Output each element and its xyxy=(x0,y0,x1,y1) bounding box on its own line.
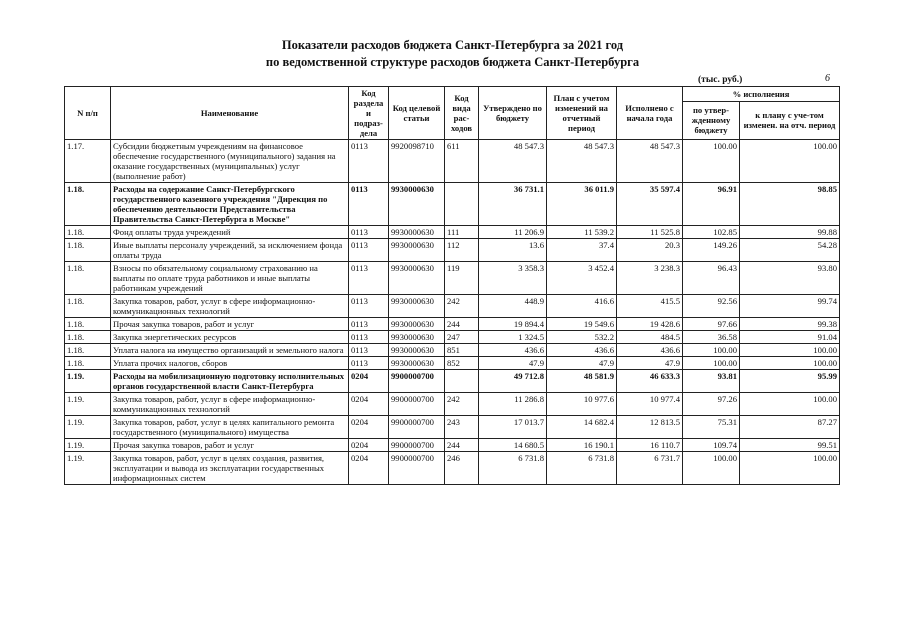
row-razdel: 0113 xyxy=(349,344,389,357)
row-pct-approved: 97.66 xyxy=(683,318,740,331)
row-razdel: 0113 xyxy=(349,140,389,183)
row-razdel: 0113 xyxy=(349,226,389,239)
row-pct-approved: 96.43 xyxy=(683,262,740,295)
table-row xyxy=(65,318,840,331)
row-done: 19 428.6 xyxy=(617,318,683,331)
row-done: 20.3 xyxy=(617,239,683,262)
row-done: 415.5 xyxy=(617,295,683,318)
row-number: 1.19. xyxy=(65,370,111,393)
row-done: 16 110.7 xyxy=(617,439,683,452)
row-vid: 851 xyxy=(445,344,479,357)
row-plan: 11 539.2 xyxy=(547,226,617,239)
header-razdel: Код раздела и подраз-дела xyxy=(349,87,389,140)
row-approved: 19 894.4 xyxy=(479,318,547,331)
row-approved: 436.6 xyxy=(479,344,547,357)
row-pct-plan: 99.38 xyxy=(740,318,840,331)
row-razdel: 0204 xyxy=(349,416,389,439)
row-done: 12 813.5 xyxy=(617,416,683,439)
row-pct-approved: 96.91 xyxy=(683,183,740,226)
table-body xyxy=(65,140,840,485)
table-row xyxy=(65,370,840,393)
row-pct-plan: 100.00 xyxy=(740,357,840,370)
row-number: 1.18. xyxy=(65,262,111,295)
row-razdel: 0204 xyxy=(349,452,389,485)
row-stat: 9920098710 xyxy=(389,140,445,183)
row-approved: 3 358.3 xyxy=(479,262,547,295)
row-name: Расходы на содержание Санкт-Петербургского государственного казенного учреждения "Дирекция по обеспечению деятельности Представительства Правительства Санкт-Петербурга в Москве" xyxy=(111,183,349,226)
row-number: 1.18. xyxy=(65,331,111,344)
row-pct-approved: 100.00 xyxy=(683,452,740,485)
header-vid: Код вида рас-ходов xyxy=(445,87,479,140)
header-approved: Утверждено по бюджету xyxy=(479,87,547,140)
row-pct-plan: 100.00 xyxy=(740,452,840,485)
row-done: 436.6 xyxy=(617,344,683,357)
row-razdel: 0113 xyxy=(349,262,389,295)
row-vid: 246 xyxy=(445,452,479,485)
row-vid xyxy=(445,370,479,393)
row-name: Субсидии бюджетным учреждениям на финансовое обеспечение государственного (муниципального) задания на оказание государственных (муниципальных) услуг (выполнение работ) xyxy=(111,140,349,183)
row-stat: 9900000700 xyxy=(389,439,445,452)
row-pct-plan: 95.99 xyxy=(740,370,840,393)
header-pct-plan: к плану с уче-том изменен. на отч. период xyxy=(740,101,840,139)
row-approved: 6 731.8 xyxy=(479,452,547,485)
row-stat: 9930000630 xyxy=(389,357,445,370)
row-approved: 17 013.7 xyxy=(479,416,547,439)
row-approved: 11 206.9 xyxy=(479,226,547,239)
table-row xyxy=(65,262,840,295)
row-name: Прочая закупка товаров, работ и услуг xyxy=(111,318,349,331)
row-vid: 611 xyxy=(445,140,479,183)
row-plan: 3 452.4 xyxy=(547,262,617,295)
row-pct-plan: 99.51 xyxy=(740,439,840,452)
row-stat: 9930000630 xyxy=(389,295,445,318)
units-label: (тыс. руб.) xyxy=(698,75,743,85)
table-row xyxy=(65,393,840,416)
table-row xyxy=(65,140,840,183)
row-number: 1.18. xyxy=(65,295,111,318)
row-plan: 16 190.1 xyxy=(547,439,617,452)
row-stat: 9900000700 xyxy=(389,416,445,439)
header-num: N п/п xyxy=(65,87,111,140)
header-done: Исполнено с начала года xyxy=(617,87,683,140)
row-razdel: 0113 xyxy=(349,357,389,370)
row-number: 1.18. xyxy=(65,183,111,226)
row-approved: 14 680.5 xyxy=(479,439,547,452)
row-pct-approved: 97.26 xyxy=(683,393,740,416)
row-pct-approved: 100.00 xyxy=(683,357,740,370)
row-pct-plan: 100.00 xyxy=(740,140,840,183)
header-name: Наименование xyxy=(111,87,349,140)
table-row xyxy=(65,183,840,226)
row-pct-plan: 100.00 xyxy=(740,344,840,357)
table-row xyxy=(65,439,840,452)
row-number: 1.18. xyxy=(65,357,111,370)
row-number: 1.19. xyxy=(65,416,111,439)
row-vid: 244 xyxy=(445,318,479,331)
row-number: 1.19. xyxy=(65,452,111,485)
table-row xyxy=(65,295,840,318)
row-stat: 9930000630 xyxy=(389,344,445,357)
row-approved: 48 547.3 xyxy=(479,140,547,183)
row-pct-approved: 109.74 xyxy=(683,439,740,452)
row-name: Расходы на мобилизационную подготовку исполнительных органов государственной власти Санкт-Петербурга xyxy=(111,370,349,393)
table-row xyxy=(65,331,840,344)
page-number: 6 xyxy=(825,73,830,84)
row-pct-approved: 93.81 xyxy=(683,370,740,393)
row-vid: 119 xyxy=(445,262,479,295)
row-stat: 9930000630 xyxy=(389,262,445,295)
row-name: Закупка товаров, работ, услуг в целях капитального ремонта государственного (муниципального) имущества xyxy=(111,416,349,439)
row-plan: 37.4 xyxy=(547,239,617,262)
row-pct-plan: 99.74 xyxy=(740,295,840,318)
row-vid: 243 xyxy=(445,416,479,439)
header-stat: Код целевой статьи xyxy=(389,87,445,140)
row-pct-approved: 102.85 xyxy=(683,226,740,239)
row-plan: 48 581.9 xyxy=(547,370,617,393)
row-name: Закупка товаров, работ, услуг в целях создания, развития, эксплуатации и вывода из эксплуатации государственных информационных систем xyxy=(111,452,349,485)
row-pct-approved: 100.00 xyxy=(683,344,740,357)
row-number: 1.18. xyxy=(65,226,111,239)
row-stat: 9930000630 xyxy=(389,239,445,262)
row-plan: 436.6 xyxy=(547,344,617,357)
row-vid: 242 xyxy=(445,393,479,416)
report-subtitle: по ведомственной структуре расходов бюджета Санкт-Петербурга xyxy=(265,55,640,69)
row-plan: 47.9 xyxy=(547,357,617,370)
table-row xyxy=(65,239,840,262)
row-pct-approved: 75.31 xyxy=(683,416,740,439)
row-vid: 247 xyxy=(445,331,479,344)
row-vid: 112 xyxy=(445,239,479,262)
row-razdel: 0113 xyxy=(349,331,389,344)
row-approved: 49 712.8 xyxy=(479,370,547,393)
row-pct-plan: 91.04 xyxy=(740,331,840,344)
row-stat: 9930000630 xyxy=(389,331,445,344)
row-done: 46 633.3 xyxy=(617,370,683,393)
row-pct-plan: 87.27 xyxy=(740,416,840,439)
row-razdel: 0113 xyxy=(349,318,389,331)
row-number: 1.18. xyxy=(65,239,111,262)
report-title: Показатели расходов бюджета Санкт-Петербурга за 2021 год xyxy=(281,38,624,52)
row-name: Иные выплаты персоналу учреждений, за исключением фонда оплаты труда xyxy=(111,239,349,262)
row-razdel: 0204 xyxy=(349,393,389,416)
row-plan: 19 549.6 xyxy=(547,318,617,331)
header-pct-approved: по утвер-жденному бюджету xyxy=(683,101,740,139)
row-pct-approved: 149.26 xyxy=(683,239,740,262)
row-done: 6 731.7 xyxy=(617,452,683,485)
row-pct-approved: 92.56 xyxy=(683,295,740,318)
row-number: 1.17. xyxy=(65,140,111,183)
row-name: Фонд оплаты труда учреждений xyxy=(111,226,349,239)
row-plan: 48 547.3 xyxy=(547,140,617,183)
row-stat: 9930000630 xyxy=(389,318,445,331)
row-razdel: 0113 xyxy=(349,239,389,262)
row-plan: 14 682.4 xyxy=(547,416,617,439)
row-name: Уплата налога на имущество организаций и земельного налога xyxy=(111,344,349,357)
table-row xyxy=(65,416,840,439)
row-plan: 36 011.9 xyxy=(547,183,617,226)
row-name: Взносы по обязательному социальному страхованию на выплаты по оплате труда работников и иные выплаты работникам учреждений xyxy=(111,262,349,295)
row-pct-plan: 99.88 xyxy=(740,226,840,239)
row-done: 484.5 xyxy=(617,331,683,344)
row-plan: 532.2 xyxy=(547,331,617,344)
table-row xyxy=(65,452,840,485)
row-number: 1.18. xyxy=(65,344,111,357)
table-row xyxy=(65,226,840,239)
row-vid: 244 xyxy=(445,439,479,452)
row-done: 3 238.3 xyxy=(617,262,683,295)
header-plan: План с учетом изменений на отчетный период xyxy=(547,87,617,140)
row-plan: 416.6 xyxy=(547,295,617,318)
row-stat: 9930000630 xyxy=(389,183,445,226)
row-vid: 852 xyxy=(445,357,479,370)
row-number: 1.18. xyxy=(65,318,111,331)
row-done: 47.9 xyxy=(617,357,683,370)
row-approved: 36 731.1 xyxy=(479,183,547,226)
row-name: Закупка товаров, работ, услуг в сфере информационно-коммуникационных технологий xyxy=(111,295,349,318)
row-name: Закупка энергетических ресурсов xyxy=(111,331,349,344)
row-vid: 111 xyxy=(445,226,479,239)
row-razdel: 0204 xyxy=(349,370,389,393)
table-row xyxy=(65,344,840,357)
row-done: 48 547.3 xyxy=(617,140,683,183)
row-stat: 9900000700 xyxy=(389,370,445,393)
row-pct-approved: 100.00 xyxy=(683,140,740,183)
header-pct-group: % исполнения xyxy=(683,87,840,102)
row-vid: 242 xyxy=(445,295,479,318)
row-plan: 6 731.8 xyxy=(547,452,617,485)
table-row xyxy=(65,357,840,370)
row-approved: 47.9 xyxy=(479,357,547,370)
row-stat: 9900000700 xyxy=(389,393,445,416)
row-pct-approved: 36.58 xyxy=(683,331,740,344)
row-stat: 9930000630 xyxy=(389,226,445,239)
row-done: 35 597.4 xyxy=(617,183,683,226)
row-name: Уплата прочих налогов, сборов xyxy=(111,357,349,370)
row-approved: 448.9 xyxy=(479,295,547,318)
row-pct-plan: 93.80 xyxy=(740,262,840,295)
row-done: 10 977.4 xyxy=(617,393,683,416)
row-pct-plan: 98.85 xyxy=(740,183,840,226)
row-stat: 9900000700 xyxy=(389,452,445,485)
row-approved: 13.6 xyxy=(479,239,547,262)
row-pct-plan: 54.28 xyxy=(740,239,840,262)
row-done: 11 525.8 xyxy=(617,226,683,239)
row-number: 1.19. xyxy=(65,439,111,452)
row-name: Закупка товаров, работ, услуг в сфере информационно-коммуникационных технологий xyxy=(111,393,349,416)
row-number: 1.19. xyxy=(65,393,111,416)
row-razdel: 0113 xyxy=(349,183,389,226)
row-approved: 1 324.5 xyxy=(479,331,547,344)
row-name: Прочая закупка товаров, работ и услуг xyxy=(111,439,349,452)
row-plan: 10 977.6 xyxy=(547,393,617,416)
row-razdel: 0204 xyxy=(349,439,389,452)
row-approved: 11 286.8 xyxy=(479,393,547,416)
row-pct-plan: 100.00 xyxy=(740,393,840,416)
budget-table xyxy=(64,86,840,485)
row-razdel: 0113 xyxy=(349,295,389,318)
row-vid xyxy=(445,183,479,226)
